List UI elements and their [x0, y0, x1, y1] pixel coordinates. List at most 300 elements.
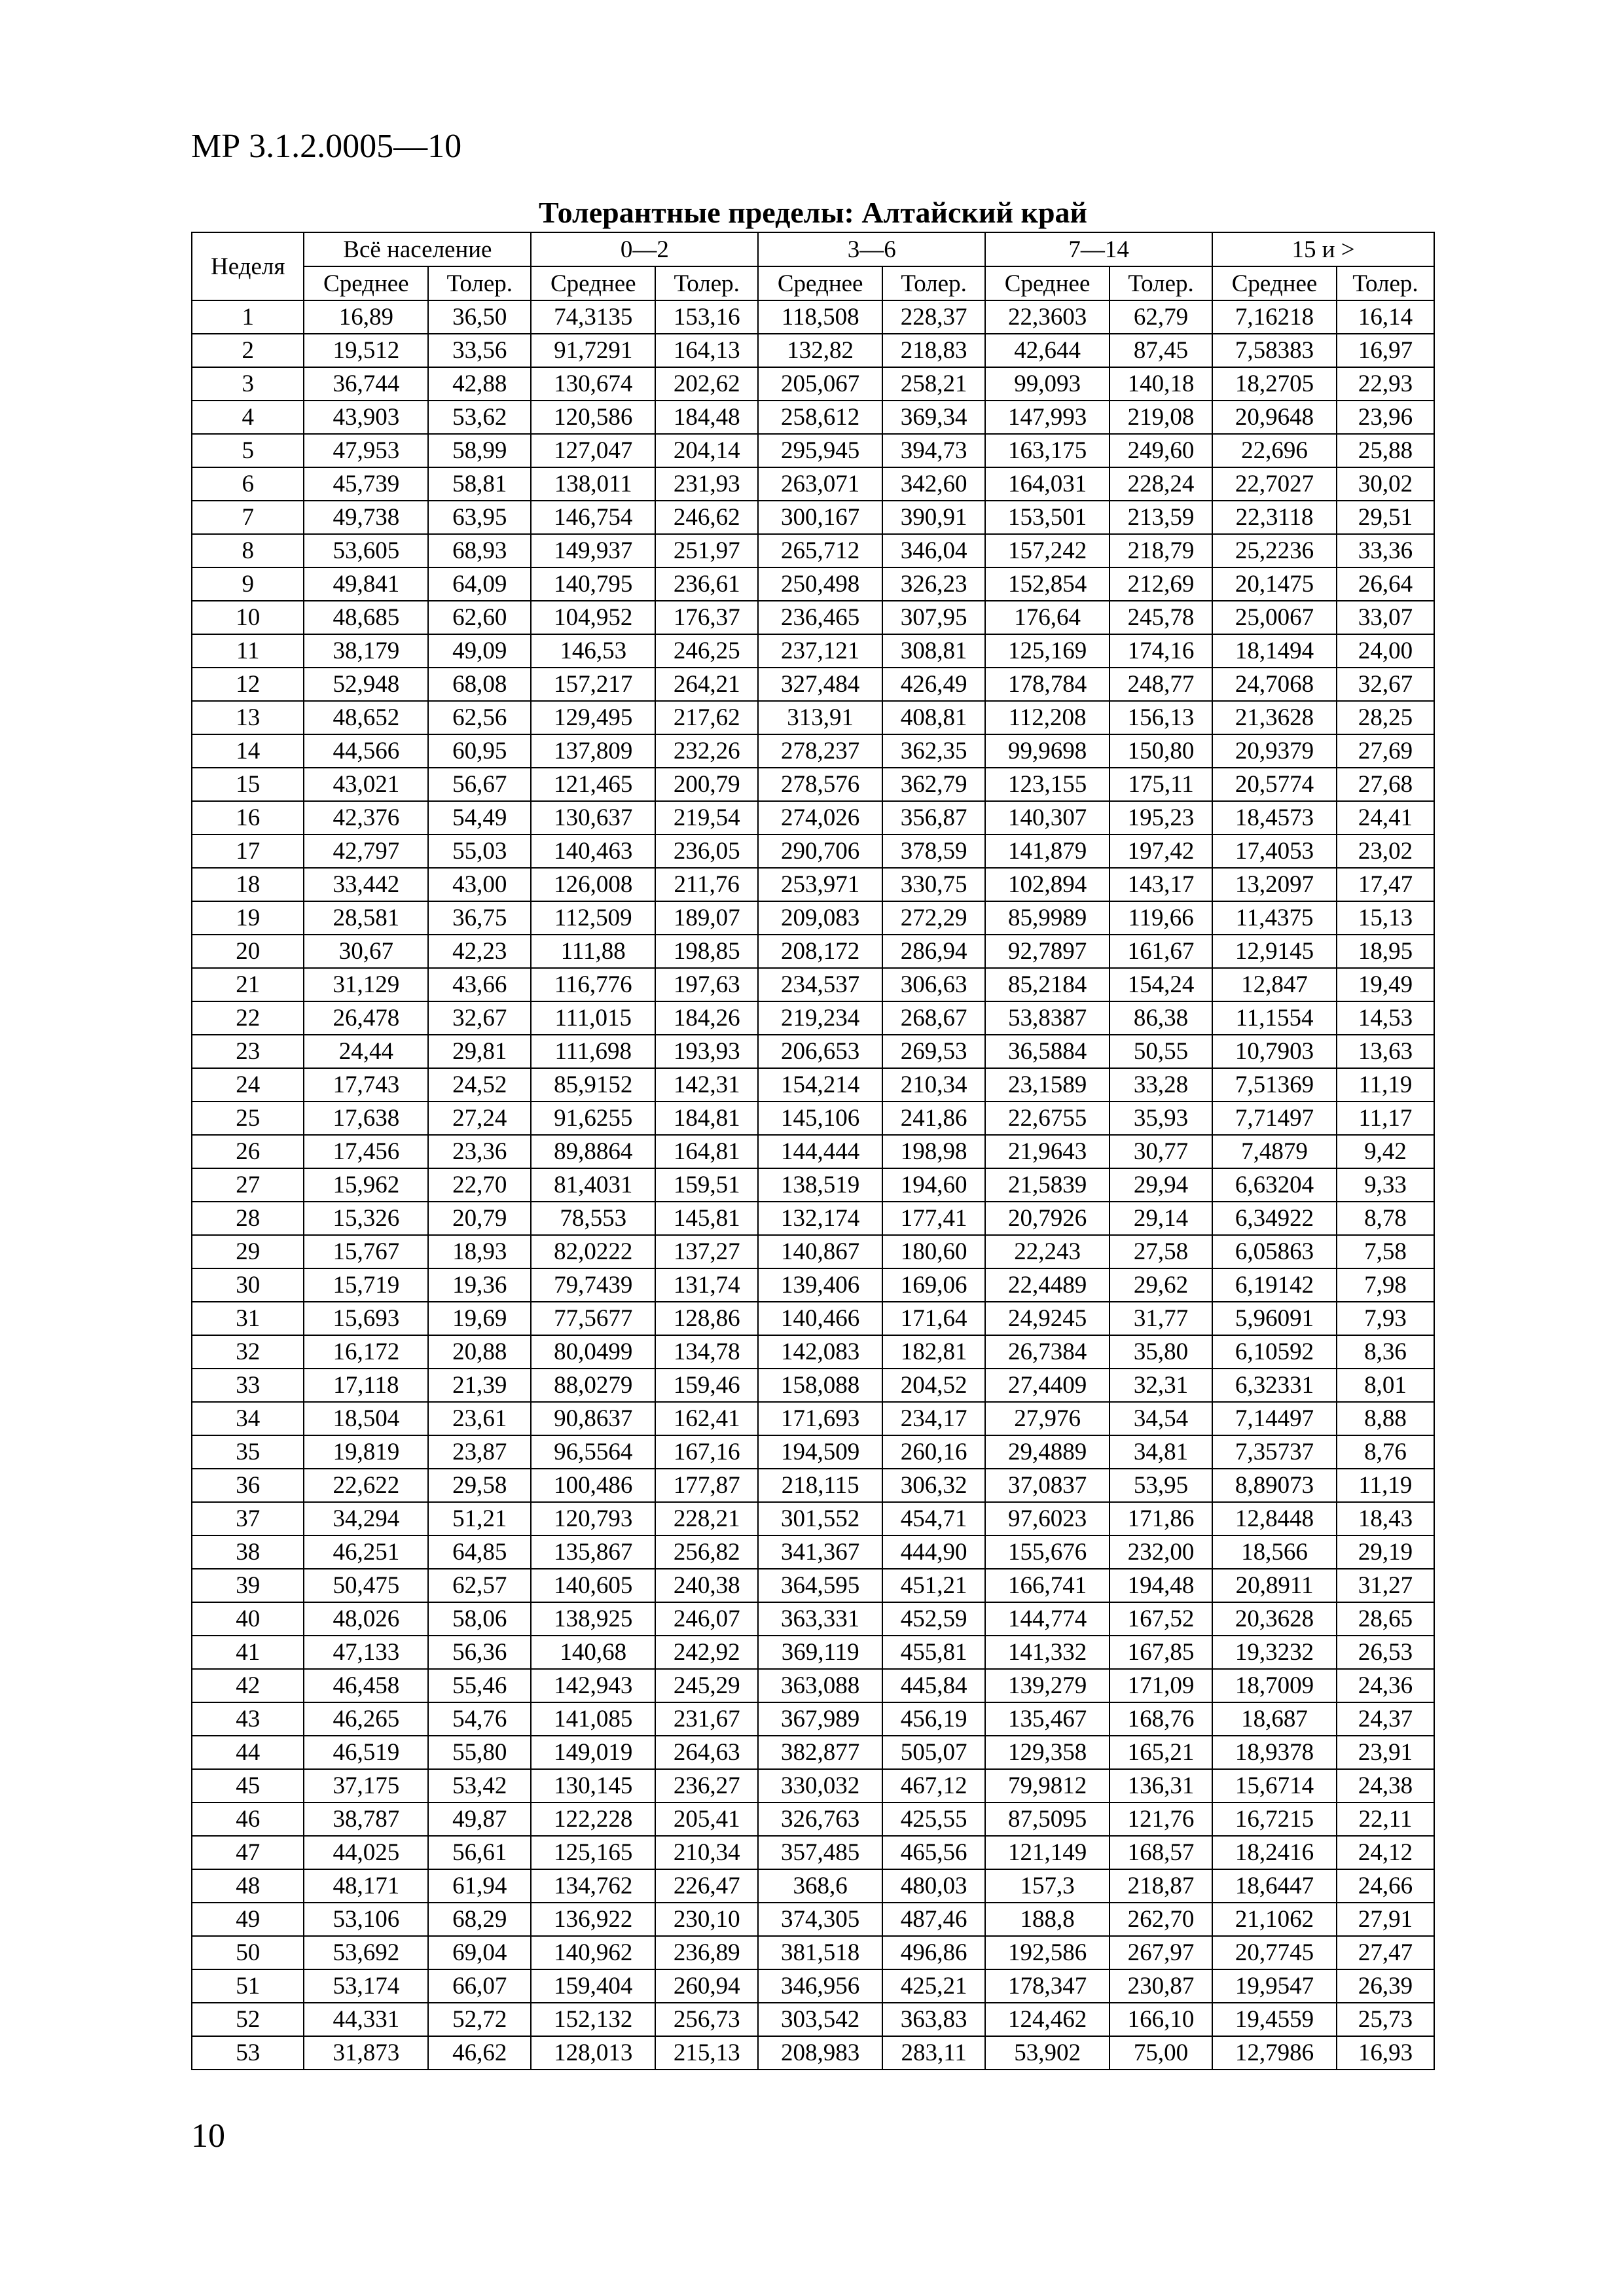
age-0-2-tol-cell: 193,93	[655, 1035, 758, 1068]
all-tol-cell: 56,61	[428, 1836, 531, 1869]
group-header: 7—14	[985, 232, 1212, 266]
age-0-2-mean-cell: 152,132	[531, 2003, 655, 2036]
all-tol-cell: 33,56	[428, 334, 531, 367]
age-0-2-tol-cell: 131,74	[655, 1268, 758, 1302]
age-15-plus-tol-cell: 14,53	[1337, 1001, 1434, 1035]
all-mean-cell: 48,685	[304, 601, 428, 634]
all-tol-cell: 62,60	[428, 601, 531, 634]
week-cell: 44	[192, 1736, 304, 1769]
all-mean-cell: 19,819	[304, 1435, 428, 1469]
table-row	[192, 1502, 1434, 1535]
age-3-6-tol-cell: 268,67	[882, 1001, 985, 1035]
age-7-14-tol-cell: 121,76	[1110, 1803, 1212, 1836]
age-15-plus-mean-cell: 7,58383	[1212, 334, 1337, 367]
age-0-2-mean-cell: 111,88	[531, 935, 655, 968]
all-mean-cell: 50,475	[304, 1569, 428, 1602]
age-15-plus-tol-cell: 16,93	[1337, 2036, 1434, 2070]
week-cell: 5	[192, 434, 304, 467]
age-0-2-tol-cell: 159,51	[655, 1168, 758, 1202]
week-cell: 36	[192, 1469, 304, 1502]
age-7-14-mean-cell: 163,175	[985, 434, 1110, 467]
table-row	[192, 501, 1434, 534]
all-tol-cell: 23,36	[428, 1135, 531, 1168]
age-3-6-tol-cell: 241,86	[882, 1102, 985, 1135]
group-header: 0—2	[531, 232, 758, 266]
table-row	[192, 567, 1434, 601]
table-row	[192, 1035, 1434, 1068]
age-3-6-tol-cell: 286,94	[882, 935, 985, 968]
age-15-plus-mean-cell: 20,3628	[1212, 1602, 1337, 1636]
age-0-2-tol-cell: 246,07	[655, 1602, 758, 1636]
age-3-6-tol-cell: 425,55	[882, 1803, 985, 1836]
age-0-2-tol-cell: 164,81	[655, 1135, 758, 1168]
table-row	[192, 534, 1434, 567]
age-0-2-tol-cell: 137,27	[655, 1235, 758, 1268]
age-7-14-mean-cell: 85,2184	[985, 968, 1110, 1001]
age-15-plus-mean-cell: 18,7009	[1212, 1669, 1337, 1702]
age-15-plus-tol-cell: 33,07	[1337, 601, 1434, 634]
age-0-2-mean-cell: 125,165	[531, 1836, 655, 1869]
age-3-6-mean-cell: 209,083	[758, 901, 882, 935]
age-0-2-mean-cell: 137,809	[531, 734, 655, 768]
all-mean-cell: 15,767	[304, 1235, 428, 1268]
age-0-2-tol-cell: 242,92	[655, 1636, 758, 1669]
age-15-plus-tol-cell: 23,96	[1337, 401, 1434, 434]
age-3-6-mean-cell: 237,121	[758, 634, 882, 668]
age-7-14-mean-cell: 22,4489	[985, 1268, 1110, 1302]
all-mean-cell: 42,797	[304, 834, 428, 868]
age-0-2-tol-cell: 236,89	[655, 1936, 758, 1969]
age-3-6-mean-cell: 218,115	[758, 1469, 882, 1502]
document-code: МР 3.1.2.0005—10	[191, 128, 462, 165]
table-row	[192, 634, 1434, 668]
age-3-6-mean-cell: 139,406	[758, 1268, 882, 1302]
all-tol-cell: 49,09	[428, 634, 531, 668]
age-7-14-tol-cell: 213,59	[1110, 501, 1212, 534]
age-3-6-tol-cell: 330,75	[882, 868, 985, 901]
all-mean-cell: 53,605	[304, 534, 428, 567]
all-mean-cell: 36,744	[304, 367, 428, 401]
all-tol-cell: 62,57	[428, 1569, 531, 1602]
age-7-14-tol-cell: 150,80	[1110, 734, 1212, 768]
age-15-plus-mean-cell: 16,7215	[1212, 1803, 1337, 1836]
age-3-6-mean-cell: 341,367	[758, 1535, 882, 1569]
all-tol-cell: 53,42	[428, 1769, 531, 1803]
age-15-plus-mean-cell: 12,8448	[1212, 1502, 1337, 1535]
all-mean-cell: 44,331	[304, 2003, 428, 2036]
age-3-6-mean-cell: 357,485	[758, 1836, 882, 1869]
age-0-2-tol-cell: 246,25	[655, 634, 758, 668]
all-mean-cell: 34,294	[304, 1502, 428, 1535]
age-7-14-mean-cell: 166,741	[985, 1569, 1110, 1602]
age-0-2-mean-cell: 138,011	[531, 467, 655, 501]
age-15-plus-tol-cell: 27,91	[1337, 1903, 1434, 1936]
table-row	[192, 1836, 1434, 1869]
age-7-14-mean-cell: 157,242	[985, 534, 1110, 567]
age-15-plus-mean-cell: 18,4573	[1212, 801, 1337, 834]
age-0-2-tol-cell: 246,62	[655, 501, 758, 534]
table-row	[192, 300, 1434, 334]
age-0-2-tol-cell: 228,21	[655, 1502, 758, 1535]
age-0-2-mean-cell: 142,943	[531, 1669, 655, 1702]
age-0-2-mean-cell: 130,145	[531, 1769, 655, 1803]
age-0-2-tol-cell: 142,31	[655, 1068, 758, 1102]
age-7-14-tol-cell: 167,85	[1110, 1636, 1212, 1669]
age-3-6-tol-cell: 204,52	[882, 1369, 985, 1402]
age-3-6-tol-cell: 455,81	[882, 1636, 985, 1669]
age-3-6-mean-cell: 140,466	[758, 1302, 882, 1335]
table-row	[192, 734, 1434, 768]
all-tol-cell: 54,76	[428, 1702, 531, 1736]
age-7-14-tol-cell: 35,93	[1110, 1102, 1212, 1135]
all-tol-cell: 23,61	[428, 1402, 531, 1435]
all-tol-cell: 55,03	[428, 834, 531, 868]
age-15-plus-mean-cell: 24,7068	[1212, 668, 1337, 701]
all-mean-cell: 49,738	[304, 501, 428, 534]
all-mean-cell: 24,44	[304, 1035, 428, 1068]
age-15-plus-mean-cell: 18,9378	[1212, 1736, 1337, 1769]
age-7-14-mean-cell: 157,3	[985, 1869, 1110, 1903]
week-cell: 40	[192, 1602, 304, 1636]
tolerance-subheader: Толер.	[1110, 266, 1212, 300]
age-7-14-mean-cell: 102,894	[985, 868, 1110, 901]
all-tol-cell: 36,75	[428, 901, 531, 935]
all-mean-cell: 33,442	[304, 868, 428, 901]
mean-subheader: Среднее	[758, 266, 882, 300]
age-15-plus-mean-cell: 6,10592	[1212, 1335, 1337, 1369]
age-0-2-mean-cell: 121,465	[531, 768, 655, 801]
age-3-6-mean-cell: 140,867	[758, 1235, 882, 1268]
age-15-plus-mean-cell: 7,4879	[1212, 1135, 1337, 1168]
age-15-plus-tol-cell: 11,19	[1337, 1068, 1434, 1102]
age-0-2-mean-cell: 135,867	[531, 1535, 655, 1569]
all-tol-cell: 43,66	[428, 968, 531, 1001]
age-15-plus-mean-cell: 10,7903	[1212, 1035, 1337, 1068]
age-15-plus-mean-cell: 20,1475	[1212, 567, 1337, 601]
age-3-6-tol-cell: 306,32	[882, 1469, 985, 1502]
table-row	[192, 2036, 1434, 2070]
all-tol-cell: 32,67	[428, 1001, 531, 1035]
table-row	[192, 1936, 1434, 1969]
age-3-6-mean-cell: 132,174	[758, 1202, 882, 1235]
table-row	[192, 834, 1434, 868]
week-cell: 18	[192, 868, 304, 901]
age-0-2-mean-cell: 79,7439	[531, 1268, 655, 1302]
age-3-6-tol-cell: 283,11	[882, 2036, 985, 2070]
age-15-plus-mean-cell: 19,9547	[1212, 1969, 1337, 2003]
age-15-plus-tol-cell: 33,36	[1337, 534, 1434, 567]
all-tol-cell: 36,50	[428, 300, 531, 334]
age-0-2-tol-cell: 177,87	[655, 1469, 758, 1502]
all-mean-cell: 52,948	[304, 668, 428, 701]
week-cell: 24	[192, 1068, 304, 1102]
age-15-plus-mean-cell: 25,2236	[1212, 534, 1337, 567]
week-cell: 19	[192, 901, 304, 935]
age-0-2-tol-cell: 219,54	[655, 801, 758, 834]
week-cell: 48	[192, 1869, 304, 1903]
age-0-2-tol-cell: 184,26	[655, 1001, 758, 1035]
age-15-plus-mean-cell: 7,14497	[1212, 1402, 1337, 1435]
age-3-6-tol-cell: 467,12	[882, 1769, 985, 1803]
week-cell: 8	[192, 534, 304, 567]
age-3-6-tol-cell: 269,53	[882, 1035, 985, 1068]
table-row	[192, 1235, 1434, 1268]
age-0-2-tol-cell: 211,76	[655, 868, 758, 901]
all-tol-cell: 21,39	[428, 1369, 531, 1402]
age-7-14-tol-cell: 166,10	[1110, 2003, 1212, 2036]
all-mean-cell: 53,106	[304, 1903, 428, 1936]
age-3-6-tol-cell: 346,04	[882, 534, 985, 567]
age-0-2-tol-cell: 145,81	[655, 1202, 758, 1235]
all-mean-cell: 38,179	[304, 634, 428, 668]
age-3-6-mean-cell: 158,088	[758, 1369, 882, 1402]
age-3-6-mean-cell: 234,537	[758, 968, 882, 1001]
age-0-2-tol-cell: 176,37	[655, 601, 758, 634]
age-0-2-mean-cell: 80,0499	[531, 1335, 655, 1369]
all-tol-cell: 58,06	[428, 1602, 531, 1636]
age-3-6-tol-cell: 234,17	[882, 1402, 985, 1435]
age-3-6-mean-cell: 118,508	[758, 300, 882, 334]
week-cell: 9	[192, 567, 304, 601]
age-15-plus-tol-cell: 28,65	[1337, 1602, 1434, 1636]
age-0-2-mean-cell: 100,486	[531, 1469, 655, 1502]
age-15-plus-mean-cell: 6,34922	[1212, 1202, 1337, 1235]
age-15-plus-mean-cell: 22,7027	[1212, 467, 1337, 501]
age-3-6-tol-cell: 210,34	[882, 1068, 985, 1102]
age-0-2-tol-cell: 230,10	[655, 1903, 758, 1936]
age-0-2-tol-cell: 251,97	[655, 534, 758, 567]
all-mean-cell: 47,953	[304, 434, 428, 467]
table-row	[192, 1969, 1434, 2003]
all-tol-cell: 56,67	[428, 768, 531, 801]
table-row	[192, 801, 1434, 834]
week-cell: 41	[192, 1636, 304, 1669]
age-3-6-mean-cell: 205,067	[758, 367, 882, 401]
age-0-2-mean-cell: 112,509	[531, 901, 655, 935]
table-row	[192, 668, 1434, 701]
age-15-plus-mean-cell: 18,687	[1212, 1702, 1337, 1736]
week-cell: 22	[192, 1001, 304, 1035]
age-7-14-tol-cell: 212,69	[1110, 567, 1212, 601]
all-mean-cell: 53,174	[304, 1969, 428, 2003]
age-3-6-tol-cell: 408,81	[882, 701, 985, 734]
age-15-plus-tol-cell: 8,76	[1337, 1435, 1434, 1469]
age-0-2-mean-cell: 82,0222	[531, 1235, 655, 1268]
table-row	[192, 601, 1434, 634]
all-tol-cell: 43,00	[428, 868, 531, 901]
week-cell: 30	[192, 1268, 304, 1302]
week-cell: 3	[192, 367, 304, 401]
table-row	[192, 467, 1434, 501]
all-mean-cell: 42,376	[304, 801, 428, 834]
week-cell: 47	[192, 1836, 304, 1869]
age-0-2-tol-cell: 217,62	[655, 701, 758, 734]
age-7-14-mean-cell: 164,031	[985, 467, 1110, 501]
age-7-14-tol-cell: 197,42	[1110, 834, 1212, 868]
all-tol-cell: 18,93	[428, 1235, 531, 1268]
age-15-plus-mean-cell: 11,4375	[1212, 901, 1337, 935]
age-7-14-mean-cell: 155,676	[985, 1535, 1110, 1569]
age-0-2-tol-cell: 205,41	[655, 1803, 758, 1836]
age-0-2-tol-cell: 128,86	[655, 1302, 758, 1335]
all-tol-cell: 56,36	[428, 1636, 531, 1669]
age-7-14-mean-cell: 21,9643	[985, 1135, 1110, 1168]
age-0-2-mean-cell: 104,952	[531, 601, 655, 634]
age-15-plus-tol-cell: 27,47	[1337, 1936, 1434, 1969]
week-cell: 52	[192, 2003, 304, 2036]
age-7-14-mean-cell: 23,1589	[985, 1068, 1110, 1102]
all-mean-cell: 19,512	[304, 334, 428, 367]
age-3-6-tol-cell: 306,63	[882, 968, 985, 1001]
all-tol-cell: 66,07	[428, 1969, 531, 2003]
age-15-plus-tol-cell: 27,68	[1337, 768, 1434, 801]
age-7-14-tol-cell: 218,87	[1110, 1869, 1212, 1903]
age-7-14-mean-cell: 24,9245	[985, 1302, 1110, 1335]
age-3-6-mean-cell: 171,693	[758, 1402, 882, 1435]
all-tol-cell: 24,52	[428, 1068, 531, 1102]
age-0-2-mean-cell: 140,463	[531, 834, 655, 868]
week-header: Неделя	[192, 232, 304, 300]
week-cell: 15	[192, 768, 304, 801]
age-0-2-tol-cell: 184,48	[655, 401, 758, 434]
age-7-14-mean-cell: 176,64	[985, 601, 1110, 634]
age-7-14-tol-cell: 168,76	[1110, 1702, 1212, 1736]
age-15-plus-mean-cell: 11,1554	[1212, 1001, 1337, 1035]
week-cell: 33	[192, 1369, 304, 1402]
age-3-6-tol-cell: 451,21	[882, 1569, 985, 1602]
age-7-14-tol-cell: 34,54	[1110, 1402, 1212, 1435]
age-15-plus-tol-cell: 19,49	[1337, 968, 1434, 1001]
age-15-plus-tol-cell: 11,19	[1337, 1469, 1434, 1502]
age-15-plus-tol-cell: 26,39	[1337, 1969, 1434, 2003]
age-0-2-mean-cell: 134,762	[531, 1869, 655, 1903]
age-3-6-mean-cell: 219,234	[758, 1001, 882, 1035]
week-cell: 32	[192, 1335, 304, 1369]
age-7-14-mean-cell: 27,4409	[985, 1369, 1110, 1402]
all-mean-cell: 44,566	[304, 734, 428, 768]
age-3-6-mean-cell: 374,305	[758, 1903, 882, 1936]
age-15-plus-mean-cell: 6,19142	[1212, 1268, 1337, 1302]
all-tol-cell: 64,85	[428, 1535, 531, 1569]
all-mean-cell: 47,133	[304, 1636, 428, 1669]
age-0-2-tol-cell: 231,67	[655, 1702, 758, 1736]
week-cell: 29	[192, 1235, 304, 1268]
age-3-6-mean-cell: 258,612	[758, 401, 882, 434]
age-7-14-mean-cell: 87,5095	[985, 1803, 1110, 1836]
age-15-plus-tol-cell: 22,11	[1337, 1803, 1434, 1836]
table-row	[192, 868, 1434, 901]
age-0-2-mean-cell: 120,586	[531, 401, 655, 434]
age-7-14-mean-cell: 99,9698	[985, 734, 1110, 768]
age-7-14-tol-cell: 27,58	[1110, 1235, 1212, 1268]
table-row	[192, 1869, 1434, 1903]
age-0-2-tol-cell: 162,41	[655, 1402, 758, 1435]
age-7-14-tol-cell: 50,55	[1110, 1035, 1212, 1068]
age-15-plus-mean-cell: 12,9145	[1212, 935, 1337, 968]
week-cell: 12	[192, 668, 304, 701]
age-7-14-mean-cell: 178,347	[985, 1969, 1110, 2003]
age-15-plus-mean-cell: 17,4053	[1212, 834, 1337, 868]
age-15-plus-tol-cell: 24,38	[1337, 1769, 1434, 1803]
week-cell: 16	[192, 801, 304, 834]
age-0-2-tol-cell: 264,21	[655, 668, 758, 701]
age-0-2-mean-cell: 140,605	[531, 1569, 655, 1602]
age-3-6-mean-cell: 278,237	[758, 734, 882, 768]
all-tol-cell: 69,04	[428, 1936, 531, 1969]
age-7-14-tol-cell: 86,38	[1110, 1001, 1212, 1035]
age-15-plus-tol-cell: 29,51	[1337, 501, 1434, 534]
week-cell: 38	[192, 1535, 304, 1569]
age-3-6-tol-cell: 425,21	[882, 1969, 985, 2003]
age-7-14-tol-cell: 230,87	[1110, 1969, 1212, 2003]
week-cell: 43	[192, 1702, 304, 1736]
age-0-2-mean-cell: 90,8637	[531, 1402, 655, 1435]
age-15-plus-mean-cell: 6,63204	[1212, 1168, 1337, 1202]
age-7-14-mean-cell: 135,467	[985, 1702, 1110, 1736]
age-7-14-tol-cell: 219,08	[1110, 401, 1212, 434]
age-3-6-tol-cell: 444,90	[882, 1535, 985, 1569]
table-row	[192, 1435, 1434, 1469]
age-3-6-tol-cell: 258,21	[882, 367, 985, 401]
table-row	[192, 1369, 1434, 1402]
age-3-6-mean-cell: 132,82	[758, 334, 882, 367]
all-mean-cell: 17,456	[304, 1135, 428, 1168]
all-mean-cell: 45,739	[304, 467, 428, 501]
age-15-plus-tol-cell: 26,64	[1337, 567, 1434, 601]
age-7-14-mean-cell: 144,774	[985, 1602, 1110, 1636]
table-row	[192, 968, 1434, 1001]
all-mean-cell: 30,67	[304, 935, 428, 968]
table-row	[192, 1535, 1434, 1569]
age-15-plus-mean-cell: 19,3232	[1212, 1636, 1337, 1669]
age-3-6-tol-cell: 180,60	[882, 1235, 985, 1268]
all-tol-cell: 63,95	[428, 501, 531, 534]
table-row	[192, 901, 1434, 935]
all-tol-cell: 29,58	[428, 1469, 531, 1502]
all-tol-cell: 51,21	[428, 1502, 531, 1535]
age-7-14-tol-cell: 175,11	[1110, 768, 1212, 801]
table-row	[192, 1903, 1434, 1936]
tolerance-subheader: Толер.	[428, 266, 531, 300]
age-7-14-tol-cell: 136,31	[1110, 1769, 1212, 1803]
age-3-6-mean-cell: 265,712	[758, 534, 882, 567]
all-mean-cell: 48,026	[304, 1602, 428, 1636]
age-7-14-tol-cell: 140,18	[1110, 367, 1212, 401]
age-15-plus-tol-cell: 16,14	[1337, 300, 1434, 334]
age-7-14-tol-cell: 171,09	[1110, 1669, 1212, 1702]
all-mean-cell: 49,841	[304, 567, 428, 601]
age-15-plus-tol-cell: 29,19	[1337, 1535, 1434, 1569]
all-mean-cell: 15,326	[304, 1202, 428, 1235]
age-15-plus-tol-cell: 24,37	[1337, 1702, 1434, 1736]
age-7-14-tol-cell: 171,86	[1110, 1502, 1212, 1535]
age-7-14-mean-cell: 124,462	[985, 2003, 1110, 2036]
all-tol-cell: 58,99	[428, 434, 531, 467]
age-0-2-tol-cell: 134,78	[655, 1335, 758, 1369]
week-cell: 11	[192, 634, 304, 668]
age-0-2-mean-cell: 111,698	[531, 1035, 655, 1068]
age-0-2-tol-cell: 256,73	[655, 2003, 758, 2036]
week-cell: 13	[192, 701, 304, 734]
table-row	[192, 1001, 1434, 1035]
age-0-2-mean-cell: 130,637	[531, 801, 655, 834]
age-15-plus-tol-cell: 7,93	[1337, 1302, 1434, 1335]
age-7-14-tol-cell: 218,79	[1110, 534, 1212, 567]
age-3-6-tol-cell: 198,98	[882, 1135, 985, 1168]
week-cell: 37	[192, 1502, 304, 1535]
age-15-plus-tol-cell: 22,93	[1337, 367, 1434, 401]
table-row	[192, 1669, 1434, 1702]
